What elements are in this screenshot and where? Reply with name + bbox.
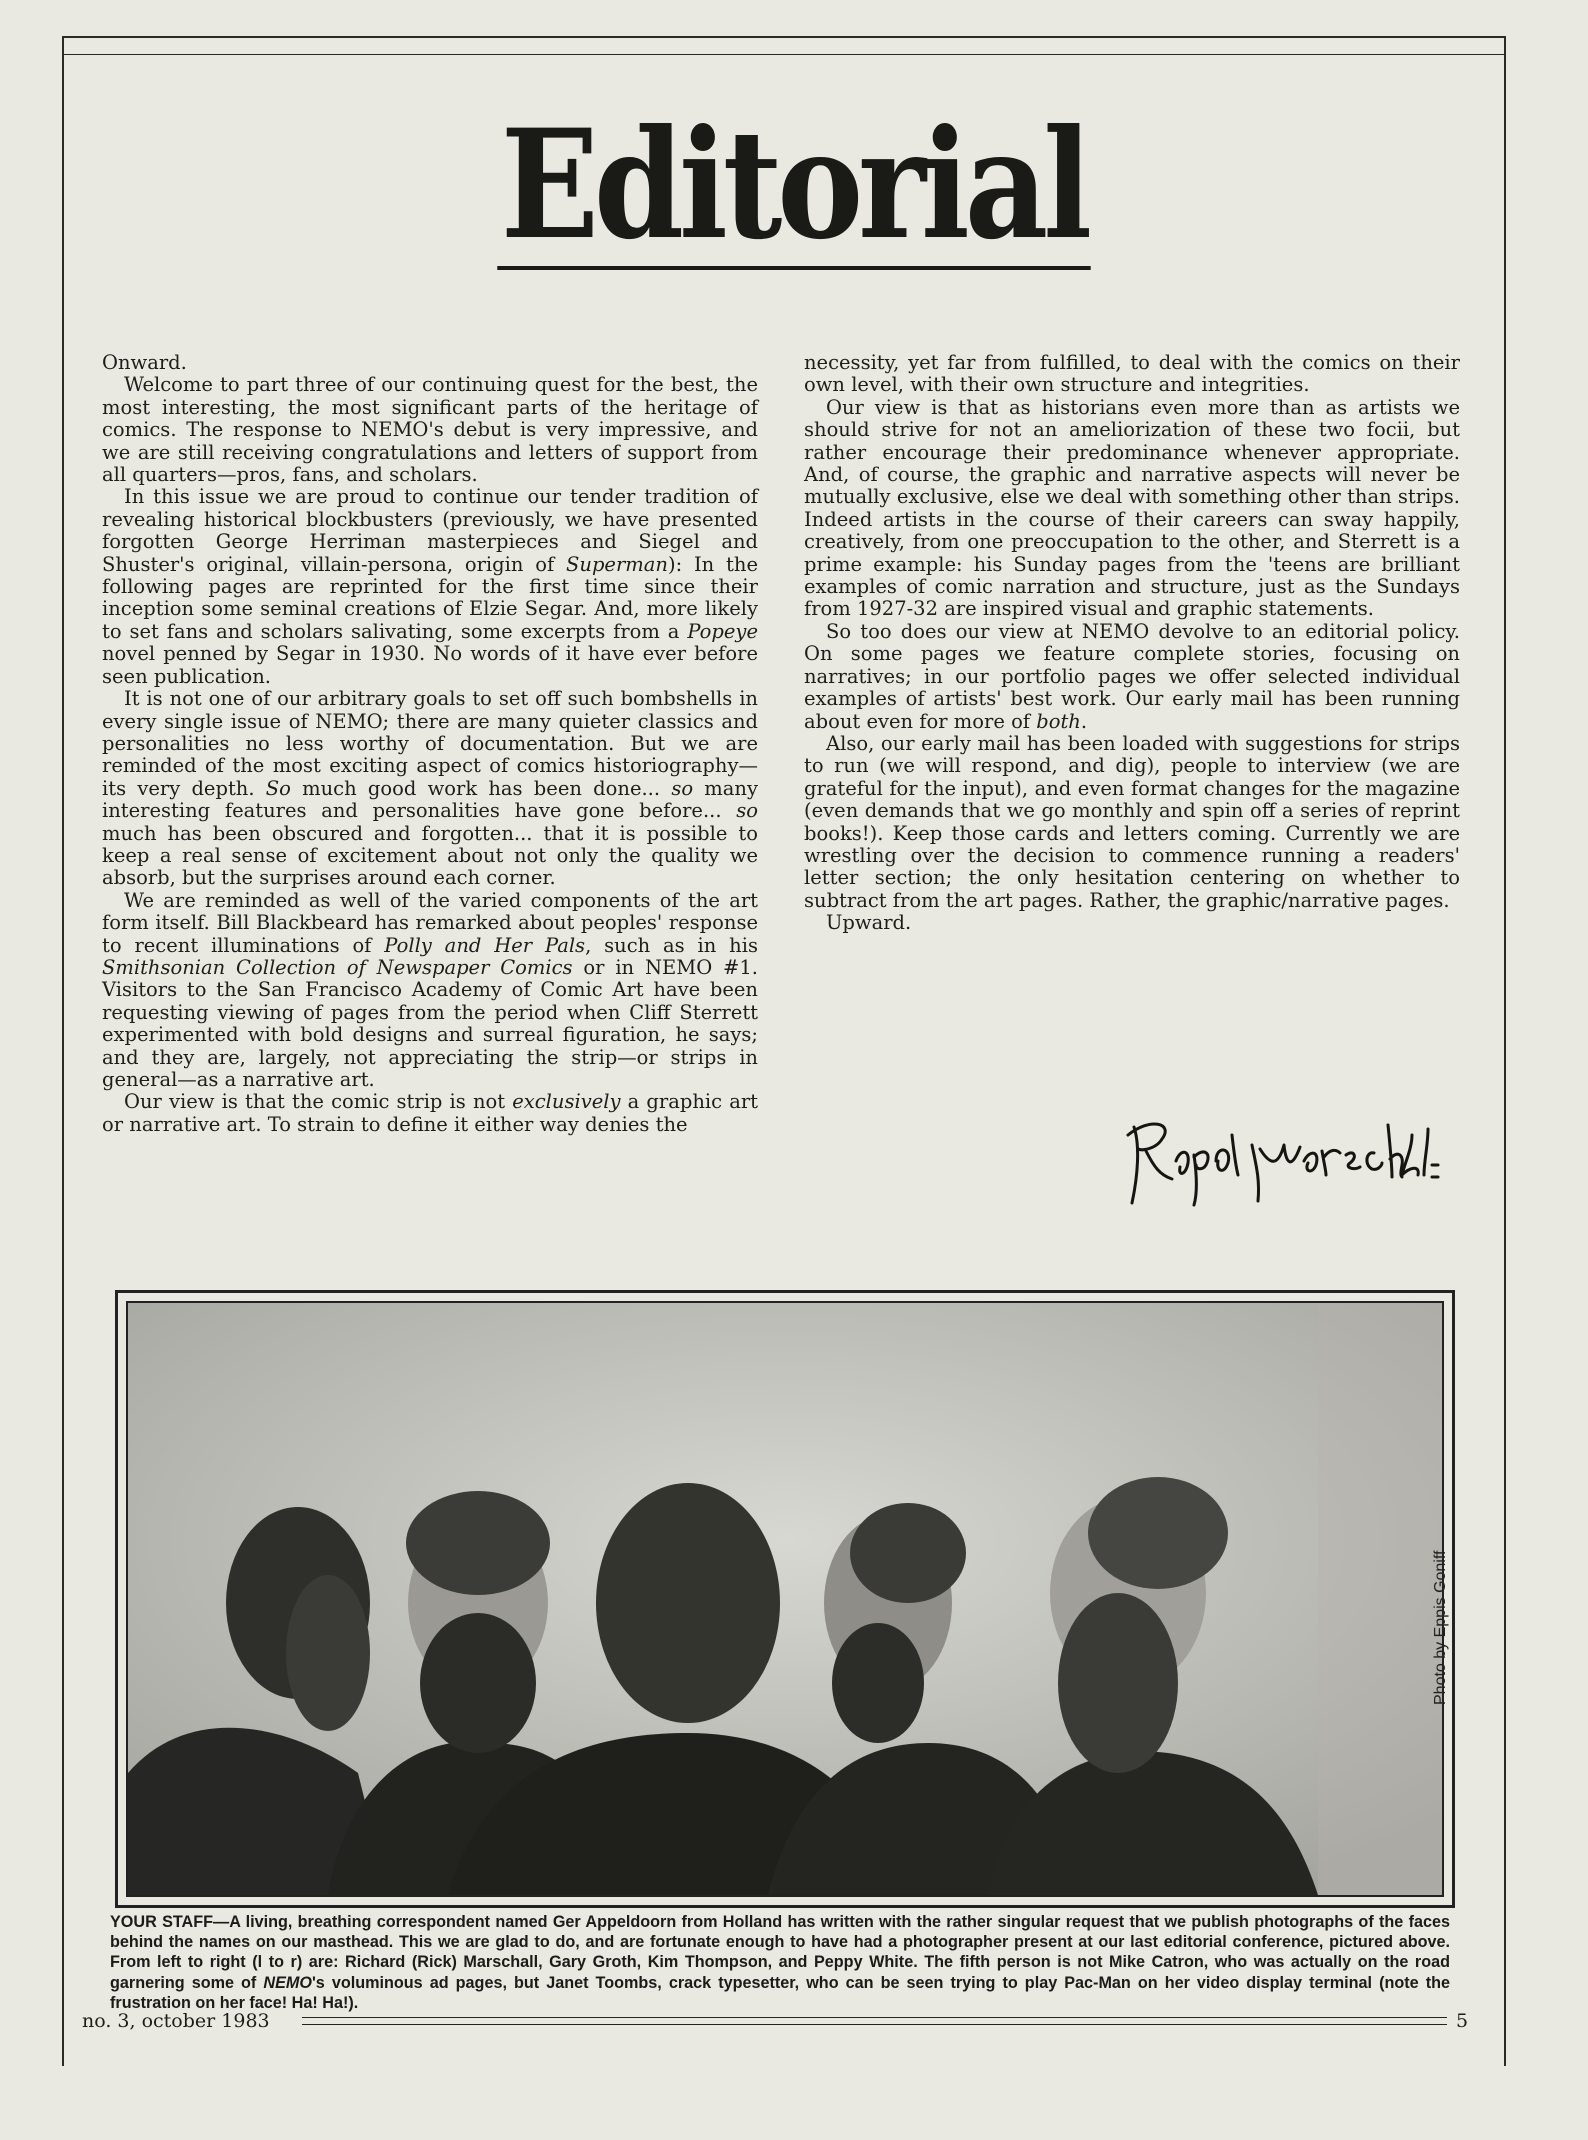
- paragraph: In this issue we are proud to continue our tender tradition of revealing historical blockbusters (previously, we have presented forgotten George Herriman masterpieces and Siegel and Shuster's original, villain-persona, origin of Superman): In the following pages are reprinted for the first time since their inception some seminal creations of Elzie Segar. And, more likely to set fans and scholars salivating, some excerpts from a Popeye novel penned by Segar in 1930. No words of it have ever before seen publication.: [102, 485, 758, 688]
- paragraph: Our view is that as historians even more than as artists we should strive for not an ameliorization of these two focii, but rather encourage their predominance whenever appropriate. And, of course, the graphic and narrative aspects will never be mutually exclusive, else we deal with something other than strips. Indeed artists in the course of their careers can sway happily, creatively, from one preoccupation to the other, and Sterrett is a prime example: his Sunday pages from the 'teens are brilliant examples of comic narration and structure, just as the Sundays from 1927-32 are inspired visual and graphic statements.: [804, 395, 1460, 621]
- staff-photo-frame: [115, 1290, 1455, 1908]
- left-column: [102, 352, 758, 1136]
- page-title: Editorial: [497, 110, 1090, 270]
- paragraph: Onward.: [102, 351, 187, 374]
- staff-photograph-icon: [126, 1301, 1444, 1897]
- right-column: [804, 352, 1460, 935]
- issue-info: no. 3, october 1983: [82, 2010, 270, 2032]
- paragraph: Also, our early mail has been loaded with suggestions for strips to run (we will respond, and dig), people to interview (we are grateful for the input), and even format changes for the magazine (even demands that we go monthly and spin off a series of reprint books!). Keep those cards and letters coming. Currently we are wrestling over the decision to commence running a readers' letter section; the only hesitation centering on whether to subtract from the art pages. Rather, the graphic/narrative pages.: [804, 731, 1460, 912]
- paragraph: It is not one of our arbitrary goals to set off such bombshells in every single issue of NEMO; there are many quieter classics and personalities no less worthy of documentation. But we are reminded of the most exciting aspect of comics historiography—its very depth. So much good work has been done... so many interesting features and personalities have gone before... so much has been obscured and forgotten... that it is possible to keep a real sense of excitement about not only the quality we absorb, but the surprises around each corner.: [102, 687, 758, 890]
- paragraph: necessity, yet far from fulfilled, to deal with the comics on their own level, with their own structure and integrities.: [804, 351, 1460, 397]
- photo-credit: Photo by Eppis Goniff: [1432, 1550, 1449, 1705]
- paragraph: Welcome to part three of our continuing quest for the best, the most interesting, the most significant parts of the heritage of comics. The response to NEMO's debut is very impressive, and we are still receiving congratulations and letters of support from all quarters—pros, fans, and scholars.: [102, 373, 758, 487]
- handwritten-signature-icon: [1120, 1105, 1440, 1215]
- photo-caption: YOUR STAFF—A living, breathing correspondent named Ger Appeldoorn from Holland has written with the rather singular request that we publish photographs of the faces behind the names on our masthead. This we are glad to do, and are fortunate enough to have had a photographer present at our last editorial conference, pictured above. From left to right (l to r) are: Richard (Rick) Marschall, Gary Groth, Kim Thompson, and Peppy White. The fifth person is not Mike Catron, who was actually on the road garnering some of NEMO's voluminous ad pages, but Janet Toombs, crack typesetter, who can be seen trying to play Pac-Man on her video display terminal (note the frustration on her face! Ha! Ha!).: [110, 1913, 1450, 2012]
- paragraph: Upward.: [826, 911, 912, 935]
- paragraph: So too does our view at NEMO devolve to an editorial policy. On some pages we feature complete stories, focusing on narratives; in our portfolio pages we offer selected individual examples of artists' best work. Our early mail has been running about even for more of both.: [804, 619, 1460, 733]
- paragraph: We are reminded as well of the varied components of the art form itself. Bill Blackbeard has remarked about peoples' response to recent illuminations of Polly and Her Pals, such as in his Smithsonian Collection of Newspaper Comics or in NEMO #1. Visitors to the San Francisco Academy of Comic Art have been requesting viewing of pages from the period when Cliff Sterrett experimented with bold designs and surreal figuration, he says; and they are, largely, not appreciating the strip—or strips in general—as a narrative art.: [102, 888, 758, 1091]
- footer-rule: [302, 2017, 1447, 2025]
- title-area: [0, 97, 1588, 273]
- paragraph: Our view is that the comic strip is not exclusively a graphic art or narrative art. To strain to define it either way denies the: [102, 1090, 758, 1136]
- page-number: 5: [1456, 2010, 1469, 2032]
